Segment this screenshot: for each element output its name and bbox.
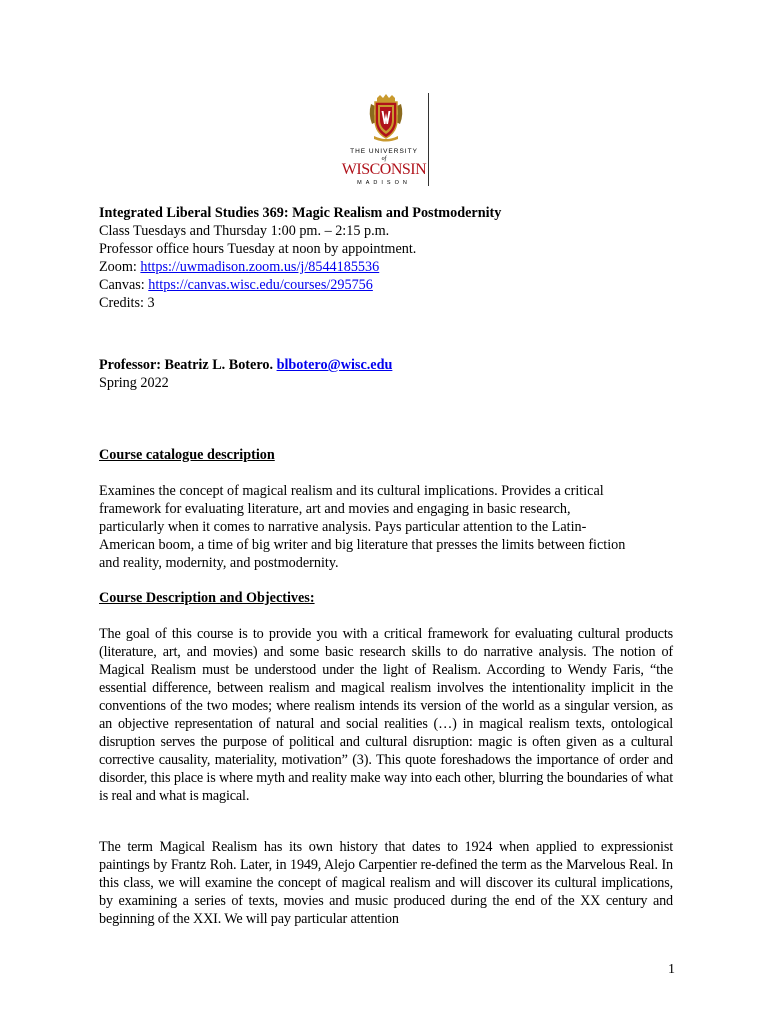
objectives-paragraph-1: The goal of this course is to provide you with a critical framework for evaluating cultural products (literature, art, and movies) and some basic research skills to do narrative analysis. The notion of Magical Realism must be understood under the light of Realism. According to Wendy Faris, “the essential difference, between realism and magical realism involves the intentionality implicit in the conventions of the two modes; where realism intends its version of the world as a singular version, as an objective representation of natural and social realities (…) in magical realism texts, ontological disruption serves the purpose of political and cultural disruption: magic is often given as a cultural corrective causality, materiality, motivation” (3). This quote foreshadows the importance of order and disorder, this place is where myth and reality make way into each other, blurring the boundaries of what is real and what is magical. [99, 626, 673, 804]
logo-university-text: THE UNIVERSITY [350, 148, 418, 155]
objectives-heading: Course Description and Objectives: [99, 590, 315, 606]
catalogue-heading: Course catalogue description [99, 447, 275, 463]
logo-divider [428, 93, 429, 186]
course-header [99, 204, 673, 312]
catalogue-line: American boom, a time of big writer and big literature that presses the limits between fiction [99, 537, 626, 553]
catalogue-line: framework for evaluating literature, art and movies and engaging in basic research, [99, 501, 571, 517]
catalogue-line: and reality, modernity, and postmodernity. [99, 555, 339, 571]
catalogue-line: particularly when it comes to narrative analysis. Pays particular attention to the Latin- [99, 519, 587, 535]
professor-label: Professor: Beatriz L. Botero. [99, 357, 277, 373]
course-title: Integrated Liberal Studies 369: Magic Realism and Postmodernity [99, 205, 502, 221]
canvas-label: Canvas: [99, 277, 149, 293]
logo-madison-text: MADISON [357, 180, 411, 186]
class-times: Class Tuesdays and Thursday 1:00 pm. – 2:15 p.m. [99, 223, 390, 239]
page-number: 1 [668, 962, 675, 977]
objectives-section [99, 589, 673, 607]
logo-wisconsin-text: WISCONSIN [341, 161, 427, 178]
credits: Credits: 3 [99, 295, 155, 311]
zoom-link[interactable]: https://uwmadison.zoom.us/j/8544185536 [140, 259, 380, 275]
professor-email-link[interactable]: blbotero@wisc.edu [276, 357, 393, 373]
crest-icon [368, 94, 404, 142]
term: Spring 2022 [99, 375, 169, 391]
professor-line [99, 356, 673, 374]
logo-of-text: of [381, 156, 387, 162]
office-hours: Professor office hours Tuesday at noon by appointment. [99, 241, 417, 257]
canvas-link[interactable]: https://canvas.wisc.edu/courses/295756 [148, 277, 373, 293]
catalogue-line: Examines the concept of magical realism and its cultural implications. Provides a critical [99, 483, 604, 499]
catalogue-description [99, 482, 673, 572]
zoom-line [99, 258, 673, 276]
catalogue-section [99, 446, 673, 464]
canvas-line [99, 276, 673, 294]
university-logo [338, 92, 434, 188]
zoom-label: Zoom: [99, 259, 141, 275]
objectives-paragraph-2: The term Magical Realism has its own history that dates to 1924 when applied to expressionist paintings by Frantz Roh. Later, in 1949, Alejo Carpentier re-defined the term as the Marvelous Real. In this class, we will examine the concept of magical realism and will discover its cultural implications, by examining a series of texts, movies and music produced during the end of the XX century and beginning of the XXI. We will pay particular attention [99, 839, 673, 927]
professor-info [99, 356, 673, 392]
